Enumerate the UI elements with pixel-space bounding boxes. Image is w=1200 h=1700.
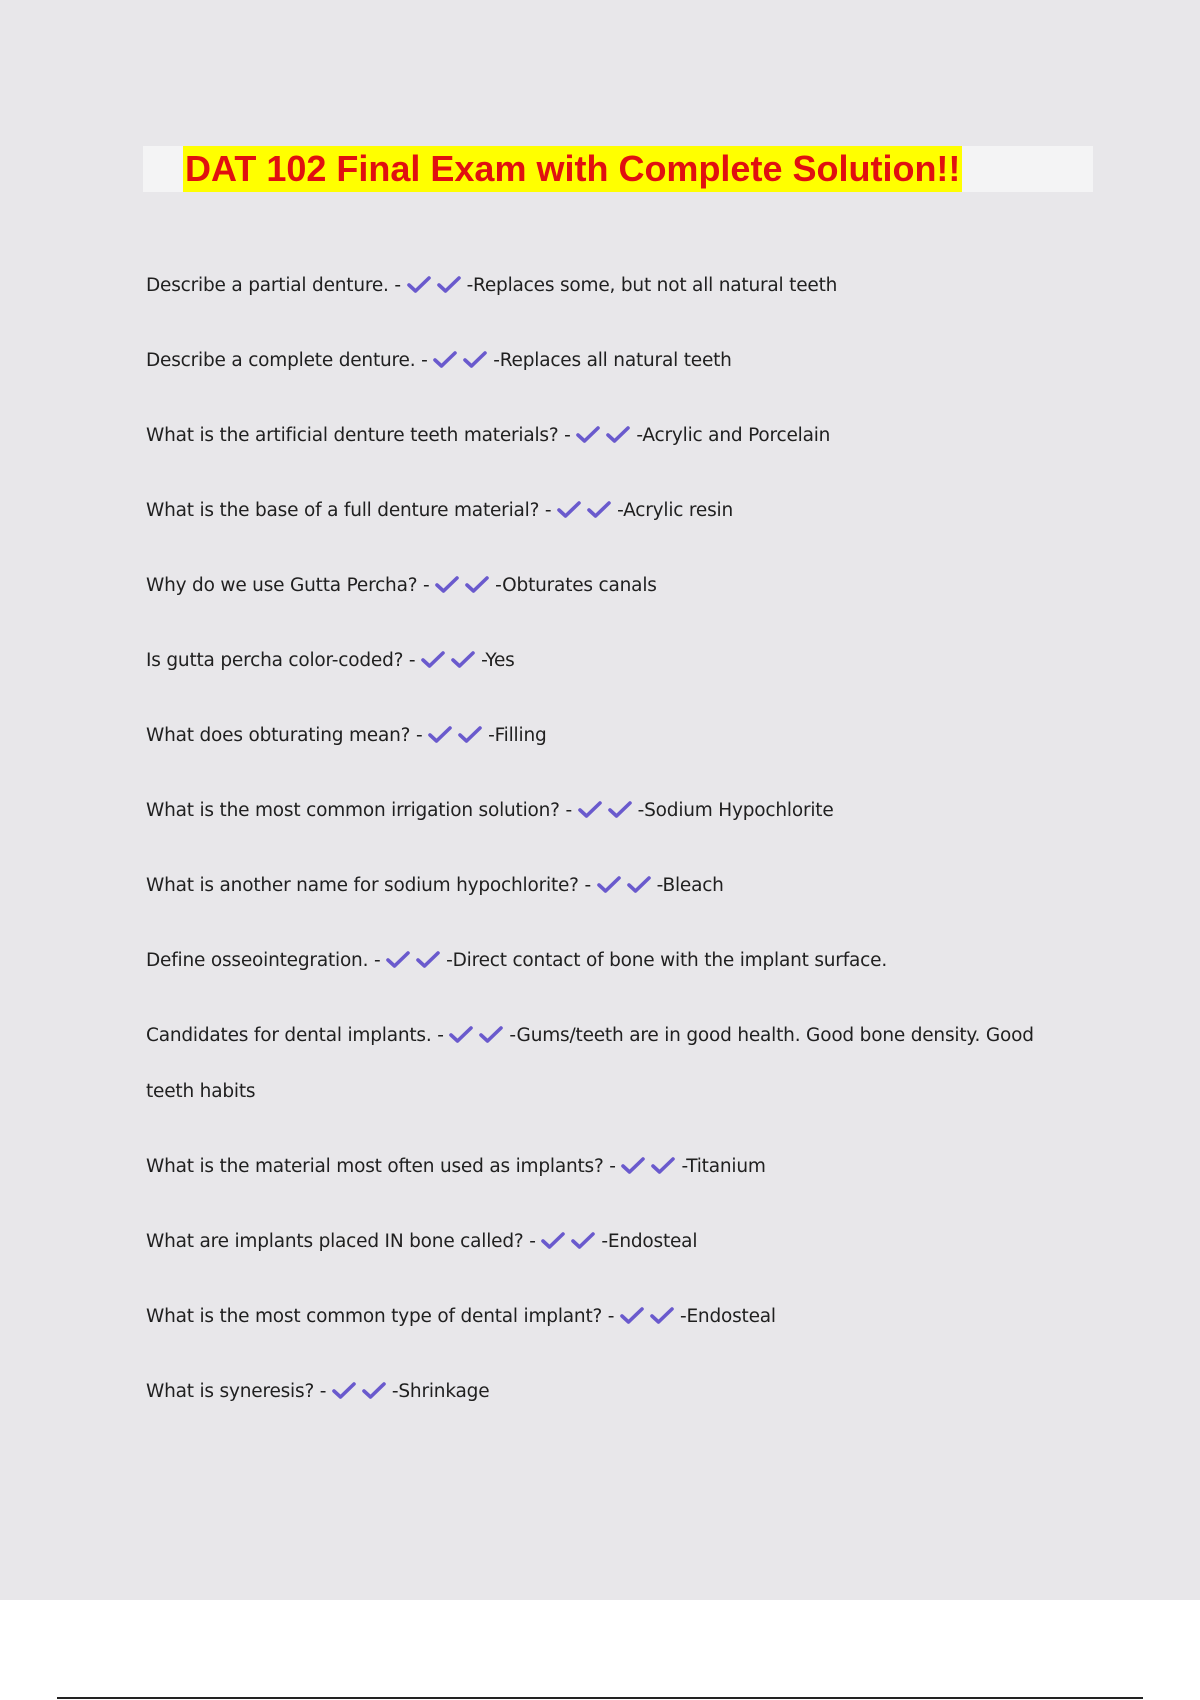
check-mark-icon (597, 876, 621, 894)
qa-item (146, 558, 1086, 614)
check-mark-icon (437, 276, 461, 294)
check-mark-icon (428, 726, 452, 744)
answer-text: -Obturates canals (495, 575, 657, 596)
check-mark-icon (608, 801, 632, 819)
qa-item (146, 333, 1086, 389)
check-mark-icon (421, 651, 445, 669)
check-mark-icon (620, 1307, 644, 1325)
qa-item (146, 633, 1086, 689)
check-mark-icon (416, 951, 440, 969)
qa-list (146, 258, 1086, 1439)
check-mark-icon (451, 651, 475, 669)
answer-text: -Gums/teeth are in good health. Good bone density. Good teeth habits (146, 1025, 1034, 1102)
qa-item (146, 1289, 1086, 1345)
qa-item (146, 783, 1086, 839)
qa-item (146, 933, 1086, 989)
answer-text: -Titanium (681, 1156, 766, 1177)
answer-text: -Sodium Hypochlorite (637, 800, 834, 821)
qa-item (146, 1364, 1086, 1420)
question-text: What is the base of a full denture material? - (146, 500, 558, 521)
question-text: What is the most common irrigation solution? - (146, 800, 578, 821)
qa-item (146, 483, 1086, 539)
question-text: Candidates for dental implants. - (146, 1025, 450, 1046)
question-text: What is syneresis? - (146, 1381, 332, 1402)
check-mark-icon (578, 801, 602, 819)
question-text: What is another name for sodium hypochlorite? - (146, 875, 597, 896)
check-mark-icon (386, 951, 410, 969)
answer-text: -Yes (481, 650, 515, 671)
question-text: What is the artificial denture teeth materials? - (146, 425, 577, 446)
check-mark-icon (587, 501, 611, 519)
check-mark-icon (621, 1157, 645, 1175)
check-mark-icon (465, 576, 489, 594)
qa-item (146, 408, 1086, 464)
question-text: Is gutta percha color-coded? - (146, 650, 422, 671)
answer-text: -Acrylic resin (617, 500, 734, 521)
qa-item (146, 858, 1086, 914)
check-mark-icon (606, 426, 630, 444)
check-mark-icon (463, 351, 487, 369)
answer-text: -Endosteal (679, 1306, 776, 1327)
footer-divider (57, 1697, 1143, 1699)
question-text: Why do we use Gutta Percha? - (146, 575, 436, 596)
answer-text: -Filling (488, 725, 547, 746)
question-text: What are implants placed IN bone called? - (146, 1231, 542, 1252)
check-mark-icon (651, 1157, 675, 1175)
check-mark-icon (571, 1232, 595, 1250)
check-mark-icon (433, 351, 457, 369)
qa-item (146, 708, 1086, 764)
check-mark-icon (576, 426, 600, 444)
answer-text: -Bleach (656, 875, 724, 896)
page-title: DAT 102 Final Exam with Complete Solution!! (183, 146, 962, 192)
question-text: What does obturating mean? - (146, 725, 429, 746)
qa-item (146, 1139, 1086, 1195)
qa-item (146, 1008, 1086, 1120)
check-mark-icon (541, 1232, 565, 1250)
qa-item (146, 258, 1086, 314)
question-text: Define osseointegration. - (146, 950, 387, 971)
check-mark-icon (458, 726, 482, 744)
question-text: Describe a partial denture. - (146, 275, 407, 296)
check-mark-icon (650, 1307, 674, 1325)
check-mark-icon (479, 1026, 503, 1044)
question-text: What is the most common type of dental implant? - (146, 1306, 620, 1327)
check-mark-icon (332, 1382, 356, 1400)
check-mark-icon (407, 276, 431, 294)
answer-text: -Endosteal (601, 1231, 698, 1252)
check-mark-icon (627, 876, 651, 894)
check-mark-icon (557, 501, 581, 519)
answer-text: -Replaces all natural teeth (493, 350, 732, 371)
question-text: Describe a complete denture. - (146, 350, 434, 371)
question-text: What is the material most often used as implants? - (146, 1156, 622, 1177)
check-mark-icon (449, 1026, 473, 1044)
answer-text: -Replaces some, but not all natural teeth (466, 275, 838, 296)
answer-text: -Acrylic and Porcelain (636, 425, 831, 446)
answer-text: -Direct contact of bone with the implant surface. (446, 950, 887, 971)
check-mark-icon (362, 1382, 386, 1400)
answer-text: -Shrinkage (391, 1381, 490, 1402)
check-mark-icon (435, 576, 459, 594)
qa-item (146, 1214, 1086, 1270)
